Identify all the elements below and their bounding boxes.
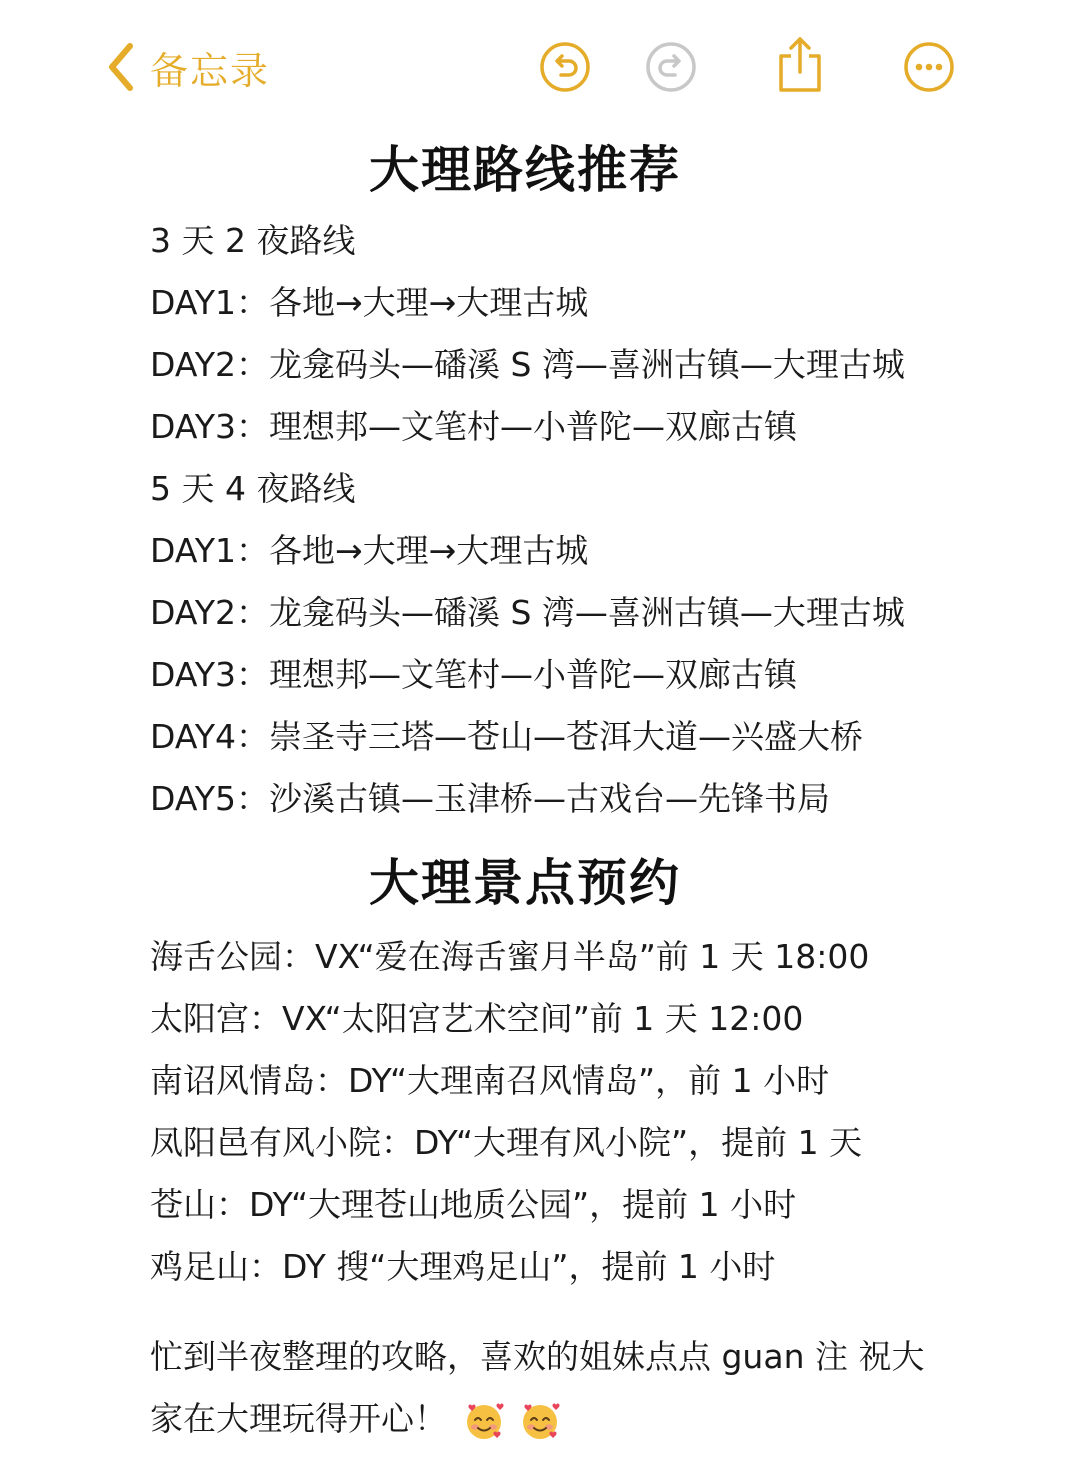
section-title-bookings: 大理景点预约: [369, 854, 681, 912]
booking-line: 鸡足山：DY 搜“大理鸡足山”，提前 1 小时: [150, 1247, 776, 1286]
more-icon[interactable]: [902, 40, 956, 94]
route-day-line: DAY2：龙龛码头—磻溪 S 湾—喜洲古镇—大理古城: [150, 593, 905, 632]
redo-icon[interactable]: [644, 40, 698, 94]
booking-line: 凤阳邑有风小院：DY“大理有风小院”，提前 1 天: [150, 1123, 863, 1162]
smiling-face-with-hearts-icon: [520, 1401, 560, 1441]
booking-line: 南诏风情岛：DY“大理南召风情岛”，前 1 小时: [150, 1061, 830, 1100]
footer-line: 家在大理玩得开心！: [150, 1399, 447, 1438]
route-day-line: DAY3：理想邦—文笔村—小普陀—双廊古镇: [150, 407, 797, 446]
route-heading-3-days: 3 天 2 夜路线: [150, 221, 356, 260]
section-title-routes: 大理路线推荐: [369, 141, 681, 199]
route-day-line: DAY5：沙溪古镇—玉津桥—古戏台—先锋书局: [150, 779, 830, 818]
footer-text: [150, 1326, 1030, 1450]
route-heading-5-days: 5 天 4 夜路线: [150, 469, 356, 508]
route-day-line: DAY3：理想邦—文笔村—小普陀—双廊古镇: [150, 655, 797, 694]
note-body[interactable]: [150, 130, 1030, 1450]
footer-line-with-emoji: [150, 1388, 1030, 1450]
spacer: [150, 1298, 1030, 1326]
undo-icon[interactable]: [538, 40, 592, 94]
footer-line: 忙到半夜整理的攻略，喜欢的姐妹点点 guan 注 祝大: [150, 1337, 925, 1376]
back-button[interactable]: [106, 38, 270, 96]
route-day-line: DAY2：龙龛码头—磻溪 S 湾—喜洲古镇—大理古城: [150, 345, 905, 384]
booking-line: 苍山：DY“大理苍山地质公园”，提前 1 小时: [150, 1185, 797, 1224]
share-icon[interactable]: [774, 34, 826, 96]
navigation-bar: [0, 0, 1080, 130]
booking-line: 太阳宫：VX“太阳宫艺术空间”前 1 天 12:00: [150, 999, 804, 1038]
route-day-line: DAY1：各地→大理→大理古城: [150, 531, 589, 570]
route-day-line: DAY1：各地→大理→大理古城: [150, 283, 589, 322]
booking-line: 海舌公园：VX“爱在海舌蜜月半岛”前 1 天 18:00: [150, 937, 870, 976]
back-label: 备忘录: [150, 48, 271, 93]
route-day-line: DAY4：崇圣寺三塔—苍山—苍洱大道—兴盛大桥: [150, 717, 863, 756]
back-chevron-icon: [106, 41, 136, 93]
smiling-face-with-hearts-icon: [464, 1401, 504, 1441]
